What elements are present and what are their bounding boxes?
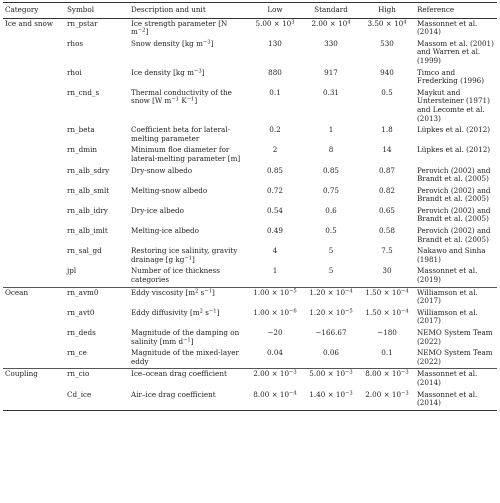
table-row <box>3 68 497 88</box>
cell-low: −20 <box>267 328 283 337</box>
cell-category <box>3 206 65 226</box>
cell-symbol: rn_cnd_s <box>67 87 100 97</box>
table-row <box>3 88 497 125</box>
cell-symbol: rn_alb_idry <box>67 205 108 215</box>
table-row <box>3 39 497 68</box>
cell-symbol: rn_alb_smlt <box>67 185 110 195</box>
cell-high: $8.00 \times 10^{-3}$ <box>359 369 415 390</box>
cell-standard: 917 <box>324 67 338 77</box>
header-low: Low <box>247 3 303 19</box>
cell-category <box>3 186 65 206</box>
cell-category: Ice and snow <box>5 18 53 28</box>
cell-standard: $2.00 \times 10^4$ <box>311 18 351 28</box>
cell-low: 0.72 <box>266 185 283 195</box>
table-row <box>3 390 497 411</box>
cell-category <box>3 266 65 287</box>
cell-description: Ice–ocean drag coefficient <box>129 369 247 390</box>
cell-standard: 5 <box>328 266 334 276</box>
cell-symbol: rhos <box>67 38 84 48</box>
cell-description: Thermal conductivity of the snow [W $m^{-1}$ $K^{-1}$] <box>131 87 232 106</box>
cell-category <box>3 39 65 68</box>
cell-category <box>3 166 65 186</box>
cell-symbol: rn_avt0 <box>67 307 95 317</box>
cell-description: Snow density [kg $m^{-3}$] <box>131 38 214 48</box>
cell-description: Ice density [kg $m^{-3}$] <box>131 67 205 77</box>
parameter-table <box>3 2 497 411</box>
header-standard: Standard <box>303 3 359 19</box>
cell-reference: Williamson et al. (2017) <box>417 307 478 326</box>
cell-standard: 0.5 <box>325 226 337 236</box>
table-row <box>3 186 497 206</box>
cell-standard: −166.67 <box>315 328 347 337</box>
cell-low: $8.00 \times 10^{-4}$ <box>247 390 303 411</box>
cell-low: 0.1 <box>269 87 281 97</box>
cell-reference: Massonnet et al. (2014) <box>417 18 478 37</box>
cell-description: Magnitude of the mixed-layer eddy <box>131 348 239 366</box>
cell-description: Eddy diffusivity [$m^2$ $s^{-1}$] <box>131 307 220 317</box>
cell-standard: $1.20 \times 10^{-5}$ <box>309 307 353 317</box>
cell-reference: Perovich (2002) and Brandt et al. (2005) <box>417 185 491 204</box>
cell-high: 0.1 <box>381 348 393 358</box>
header-row <box>3 3 497 19</box>
table-row <box>3 287 497 308</box>
cell-low: 2 <box>272 145 278 155</box>
cell-high: $3.50 \times 10^4$ <box>367 18 407 28</box>
cell-standard: $1.20 \times 10^{-4}$ <box>303 287 359 308</box>
cell-low: 0.04 <box>266 348 283 358</box>
table-row <box>3 246 497 266</box>
cell-standard: 330 <box>324 38 338 48</box>
cell-high: $2.00 \times 10^{-3}$ <box>359 390 415 411</box>
cell-symbol: rn_alb_imlt <box>67 226 108 236</box>
cell-high: 0.87 <box>378 165 395 175</box>
cell-standard: 1 <box>328 125 334 135</box>
cell-high: $1.50 \times 10^{-4}$ <box>365 307 409 317</box>
cell-category <box>3 145 65 165</box>
cell-reference: Massonnet et al. (2014) <box>415 369 497 390</box>
cell-symbol: rn_deds <box>67 328 96 337</box>
cell-description: Melting-snow albedo <box>131 185 208 195</box>
cell-reference: NEMO System Team (2022) <box>417 328 493 346</box>
cell-reference: Massom et al. (2001) and Warren et al. (1999) <box>417 38 494 65</box>
table-row <box>3 18 497 39</box>
cell-high: −180 <box>377 328 397 337</box>
cell-low: $2.00 \times 10^{-3}$ <box>247 369 303 390</box>
header-category: Category <box>3 3 65 19</box>
cell-category <box>3 125 65 145</box>
cell-reference: Timco and Frederking (1996) <box>417 67 485 86</box>
cell-category <box>3 390 65 411</box>
cell-description: Air–ice drag coefficient <box>129 390 247 411</box>
cell-description: Melting-ice albedo <box>131 226 199 236</box>
cell-standard: 0.85 <box>322 165 339 175</box>
table-row <box>3 369 497 390</box>
table-row <box>3 348 497 369</box>
cell-standard: $5.00 \times 10^{-3}$ <box>303 369 359 390</box>
cell-low: 880 <box>268 67 282 77</box>
cell-standard: 0.06 <box>322 348 339 358</box>
header-description: Description and unit <box>129 3 247 19</box>
header-reference: Reference <box>415 3 497 19</box>
cell-category <box>3 88 65 125</box>
cell-reference: Massonnet et al. (2014) <box>415 390 497 411</box>
table-row <box>3 226 497 246</box>
cell-reference: Nakawo and Sinha (1981) <box>417 246 486 264</box>
cell-low: 4 <box>272 246 278 256</box>
cell-description: Magnitude of the damping on salinity [mm $d^{-1}$] <box>131 328 240 346</box>
cell-standard: $1.40 \times 10^{-3}$ <box>303 390 359 411</box>
cell-description: Restoring ice salinity, gravity drainage [g $kg^{-1}$] <box>131 246 238 264</box>
cell-high: $1.50 \times 10^{-4}$ <box>359 287 415 308</box>
cell-standard: 0.6 <box>325 205 337 215</box>
cell-low: $5.00 \times 10^3$ <box>255 18 295 28</box>
cell-symbol: rn_avm0 <box>65 287 129 308</box>
cell-symbol: rn_beta <box>67 125 95 135</box>
cell-description: Number of ice thickness categories <box>131 266 220 285</box>
cell-symbol: rn_ce <box>67 348 87 358</box>
cell-standard: 0.31 <box>322 87 339 97</box>
cell-standard: 5 <box>328 246 334 256</box>
table-row <box>3 328 497 348</box>
cell-low: 0.49 <box>266 226 283 236</box>
cell-symbol: rn_pstar <box>67 18 98 28</box>
cell-standard: 8 <box>328 145 334 155</box>
cell-symbol: rn_dmin <box>67 145 98 155</box>
cell-category <box>3 246 65 266</box>
table-row <box>3 206 497 226</box>
cell-symbol: rn_cio <box>65 369 129 390</box>
cell-reference: Perovich (2002) and Brandt et al. (2005) <box>417 165 491 184</box>
cell-reference: Williamson et al. (2017) <box>415 287 497 308</box>
cell-category <box>3 308 65 328</box>
cell-reference: NEMO System Team (2022) <box>417 348 493 366</box>
table-row <box>3 166 497 186</box>
cell-high: 30 <box>382 266 392 276</box>
cell-category <box>3 226 65 246</box>
cell-category <box>3 68 65 88</box>
cell-reference: Perovich (2002) and Brandt et al. (2005) <box>417 226 491 244</box>
cell-high: 940 <box>380 67 394 77</box>
cell-description: Ice strength parameter [N $m^{-2}$] <box>131 18 228 37</box>
cell-symbol: jpl <box>67 266 77 276</box>
cell-category <box>3 348 65 369</box>
cell-reference: Lüpkes et al. (2012) <box>417 125 491 135</box>
cell-high: 0.5 <box>381 87 393 97</box>
cell-low: 0.2 <box>269 125 281 135</box>
table-row <box>3 145 497 165</box>
cell-high: 0.65 <box>378 205 395 215</box>
cell-low: 130 <box>268 38 282 48</box>
cell-symbol: rn_sal_gd <box>67 246 102 256</box>
table-row <box>3 125 497 145</box>
cell-description: Dry-ice albedo <box>131 205 184 215</box>
cell-reference: Massonnet et al. (2019) <box>417 266 478 285</box>
cell-high: 14 <box>382 145 392 155</box>
cell-high: 0.82 <box>378 185 395 195</box>
cell-category: Coupling <box>3 369 65 390</box>
cell-reference: Maykut and Untersteiner (1971) and Lecomte et al. (2013) <box>417 87 490 123</box>
header-symbol: Symbol <box>65 3 129 19</box>
cell-symbol: rhoi <box>67 67 82 77</box>
cell-reference: Lüpkes et al. (2012) <box>417 145 491 155</box>
cell-description: Eddy viscosity [$m^2$ $s^{-1}$] <box>129 287 247 308</box>
table-row <box>3 266 497 287</box>
cell-category: Ocean <box>3 287 65 308</box>
cell-high: 7.5 <box>381 246 393 256</box>
cell-standard: 0.75 <box>322 185 339 195</box>
cell-description: Coefficient beta for lateral-melting parameter <box>131 125 231 143</box>
cell-description: Minimum floe diameter for lateral-melting parameter [m] <box>131 145 241 163</box>
cell-symbol: rn_alb_sdry <box>67 165 110 175</box>
cell-low: 0.85 <box>266 165 283 175</box>
cell-low: 0.54 <box>266 205 283 215</box>
cell-category <box>3 328 65 348</box>
cell-low: $1.00 \times 10^{-5}$ <box>247 287 303 308</box>
table-body <box>3 18 497 410</box>
cell-low: 1 <box>272 266 278 276</box>
cell-high: 530 <box>380 38 394 48</box>
header-high: High <box>359 3 415 19</box>
cell-description: Dry-snow albedo <box>131 165 193 175</box>
cell-low: $1.00 \times 10^{-6}$ <box>253 307 297 317</box>
table-row <box>3 308 497 328</box>
cell-high: 0.58 <box>378 226 395 236</box>
cell-high: 1.8 <box>381 125 393 135</box>
cell-reference: Perovich (2002) and Brandt et al. (2005) <box>417 205 491 224</box>
cell-symbol: Cd_ice <box>65 390 129 411</box>
